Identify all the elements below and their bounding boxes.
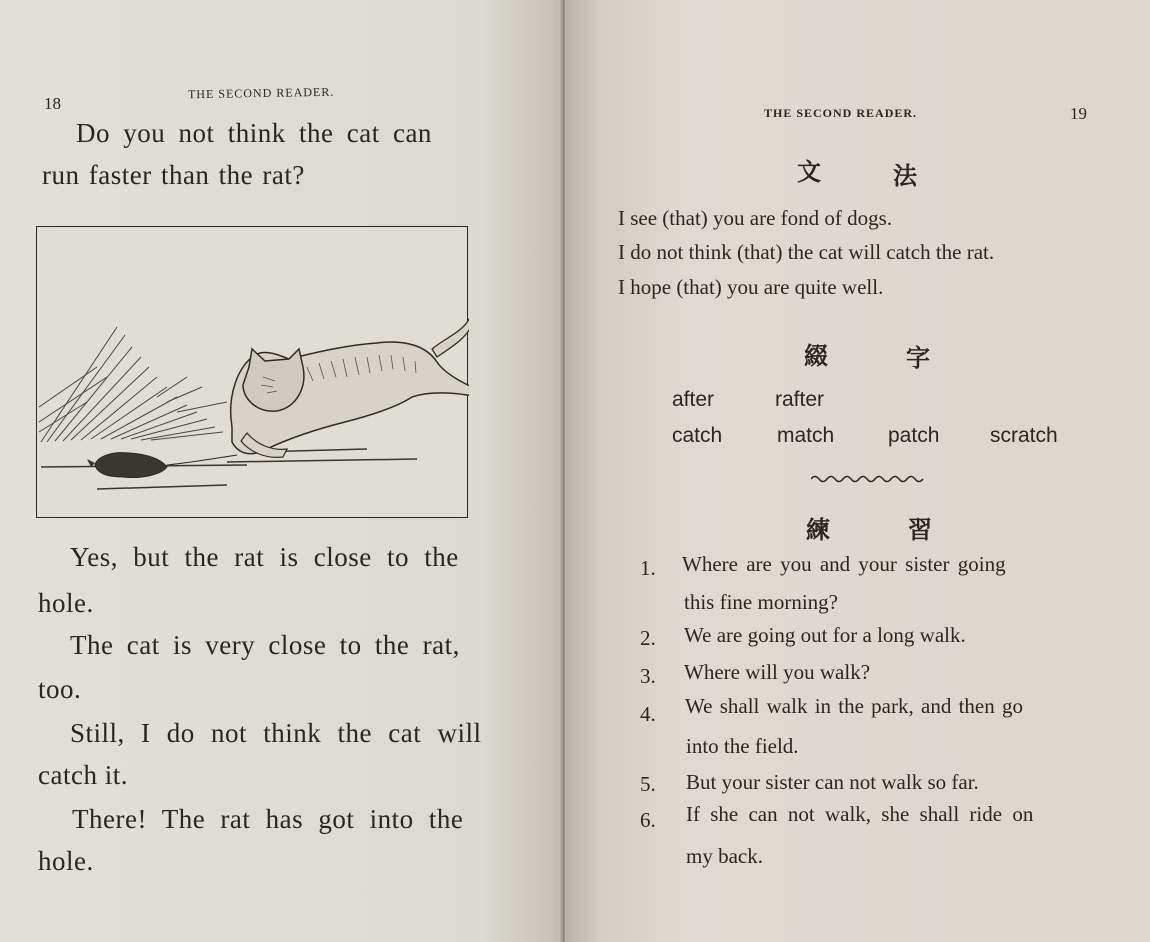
exercise-line: Where will you walk?: [684, 660, 871, 684]
exercise-line: We are going out for a long walk.: [684, 623, 966, 647]
spelling-word: patch: [888, 424, 940, 447]
spelling-word: after: [672, 388, 715, 411]
grammar-sentence: I see (that) you are fond of dogs.: [618, 206, 893, 230]
spelling-word: match: [777, 424, 835, 447]
exercise-heading-char: 習: [908, 516, 934, 544]
paragraph-line: catch it.: [38, 760, 128, 790]
grammar-heading-char: 文: [797, 158, 823, 186]
exercise-line: this fine morning?: [684, 590, 838, 614]
paragraph-line: too.: [38, 674, 82, 704]
grammar-heading-char: 法: [893, 162, 919, 190]
page-number: 18: [44, 94, 61, 113]
paragraph-line: Yes, but the rat is close to the: [70, 542, 459, 572]
grammar-sentence: I do not think (that) the cat will catch the rat.: [618, 240, 995, 264]
exercise-number: 5.: [640, 772, 656, 796]
exercise-number: 3.: [640, 664, 656, 688]
left-page: [0, 0, 565, 942]
exercise-line: But your sister can not walk so far.: [686, 770, 979, 794]
question-line: Do you not think the cat can: [76, 118, 432, 148]
paragraph-line: There! The rat has got into the: [72, 804, 464, 834]
grammar-sentence: I hope (that) you are quite well.: [618, 275, 884, 299]
exercise-number: 6.: [640, 808, 656, 832]
exercise-line: into the field.: [686, 734, 799, 758]
running-head: THE SECOND READER.: [187, 84, 335, 102]
exercise-line: Where are you and your sister going: [682, 552, 1006, 576]
paragraph-line: hole.: [38, 846, 94, 876]
right-page: [565, 0, 1150, 942]
exercise-number: 1.: [640, 556, 656, 580]
paragraph-line: Still, I do not think the cat will: [70, 718, 482, 748]
cat-rat-drawing: [37, 227, 469, 519]
spelling-word: catch: [672, 424, 723, 447]
question-line: run faster than the rat?: [42, 160, 305, 190]
exercise-line: We shall walk in the park, and then go: [685, 694, 1023, 718]
running-head: THE SECOND READER.: [764, 106, 918, 120]
exercise-heading-char: 練: [806, 516, 832, 544]
spelling-heading-char: 字: [906, 344, 932, 372]
exercise-line: my back.: [686, 844, 763, 868]
exercise-number: 2.: [640, 626, 656, 650]
spelling-word: rafter: [775, 388, 825, 411]
paragraph-line: The cat is very close to the rat,: [70, 630, 460, 660]
cat-rat-illustration: [36, 226, 468, 518]
page-number: 19: [1070, 104, 1087, 123]
paragraph-line: hole.: [38, 588, 94, 618]
wavy-divider: [811, 474, 927, 484]
spelling-word: scratch: [990, 424, 1058, 447]
exercise-number: 4.: [640, 702, 656, 726]
exercise-line: If she can not walk, she shall ride on: [686, 802, 1034, 826]
spelling-heading-char: 綴: [804, 342, 830, 370]
